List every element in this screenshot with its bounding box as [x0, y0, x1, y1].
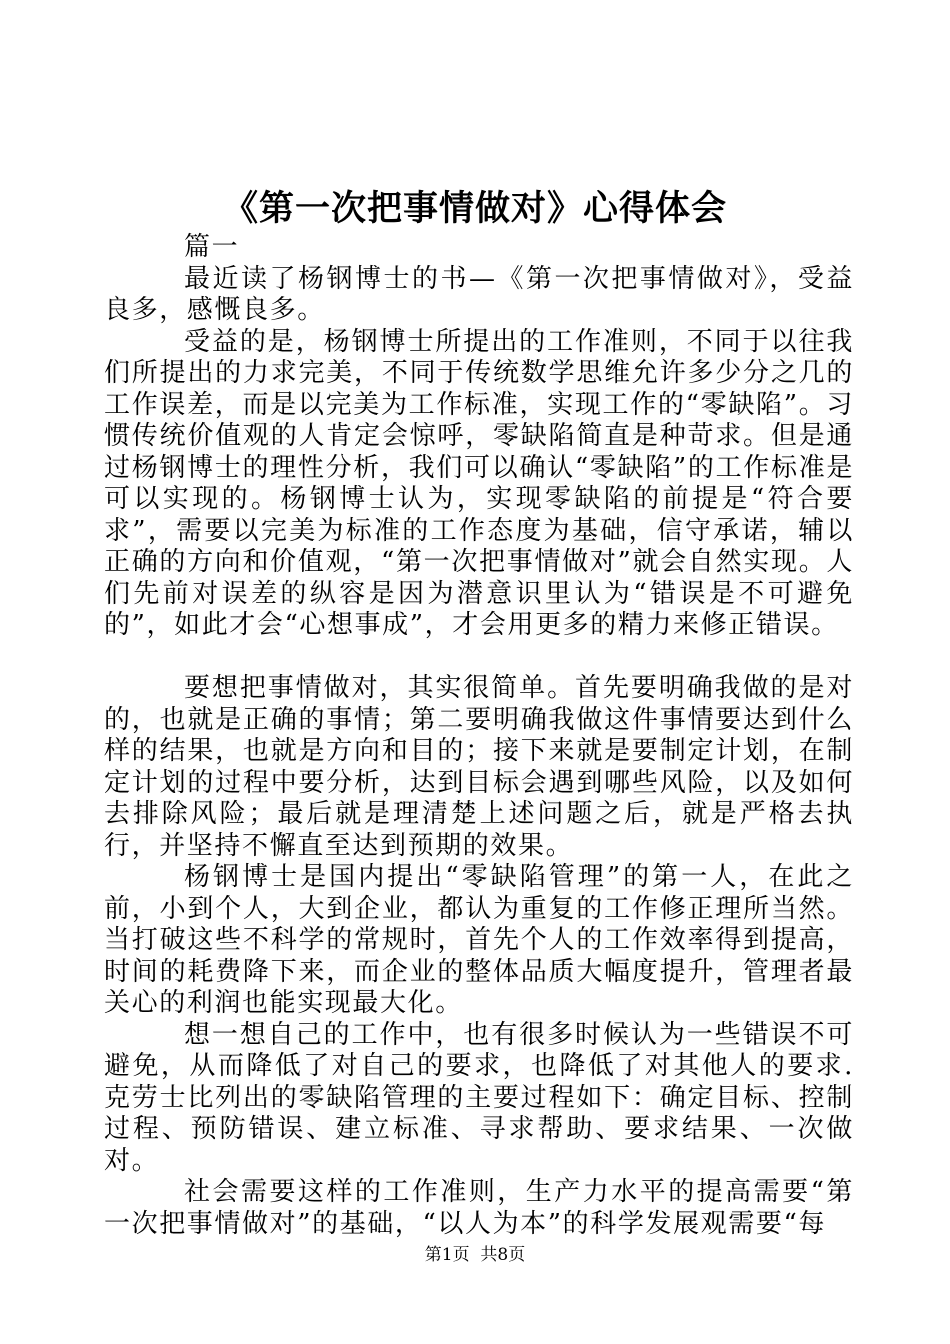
page-total: 共8页 [480, 1245, 526, 1265]
paragraph-intro: 最近读了杨钢博士的书—《第一次把事情做对》，受益良多，感慨良多。 [104, 263, 854, 325]
section-label: 篇一 [184, 232, 240, 262]
page-footer [0, 1244, 950, 1266]
page-number: 第1页 [424, 1245, 470, 1265]
document-title: 《第一次把事情做对》心得体会 [222, 188, 727, 229]
paragraph-society: 社会需要这样的工作准则，生产力水平的提高需要“第一次把事情做对”的基础，“以人为本”的科学发展观需要“每 [104, 1177, 854, 1239]
document-body [104, 232, 854, 1240]
paragraph-zero-defect: 杨钢博士是国内提出“零缺陷管理”的第一人，在此之前，小到个人，大到企业，都认为重复的工作修正理所当然。当打破这些不科学的常规时，首先个人的工作效率得到提高，时间的耗费降下来，而企业的整体品质大幅度提升，管理者最关心的利润也能实现最大化。 [104, 862, 854, 1018]
paragraph-method: 要想把事情做对，其实很简单。首先要明确我做的是对的，也就是正确的事情；第二要明确我做这件事情要达到什么样的结果，也就是方向和目的；接下来就是要制定计划，在制定计划的过程中要分析，达到目标会遇到哪些风险，以及如何去排除风险；最后就是理清楚上述问题之后，就是严格去执行，并坚持不懈直至达到预期的效果。 [104, 673, 854, 861]
paragraph-reflection: 想一想自己的工作中，也有很多时候认为一些错误不可避免，从而降低了对自己的要求，也降低了对其他人的要求.克劳士比列出的零缺陷管理的主要过程如下：确定目标、控制过程、预防错误、建立标准、寻求帮助、要求结果、一次做对。 [104, 1019, 854, 1176]
paragraph-benefit: 受益的是，杨钢博士所提出的工作准则，不同于以往我们所提出的力求完美，不同于传统数学思维允许多少分之几的工作误差，而是以完美为工作标准，实现工作的“零缺陷”。习惯传统价值观的人肯定会惊呼，零缺陷简直是种苛求。但是通过杨钢博士的理性分析，我们可以确认“零缺陷”的工作标准是可以实现的。杨钢博士认为，实现零缺陷的前提是“符合要求”，需要以完美为标准的工作态度为基础，信守承诺，辅以正确的方向和价值观，“第一次把事情做对”就会自然实现。人们先前对误差的纵容是因为潜意识里认为“错误是不可避免的”，如此才会“心想事成”，才会用更多的精力来修正错误。 [104, 326, 854, 640]
